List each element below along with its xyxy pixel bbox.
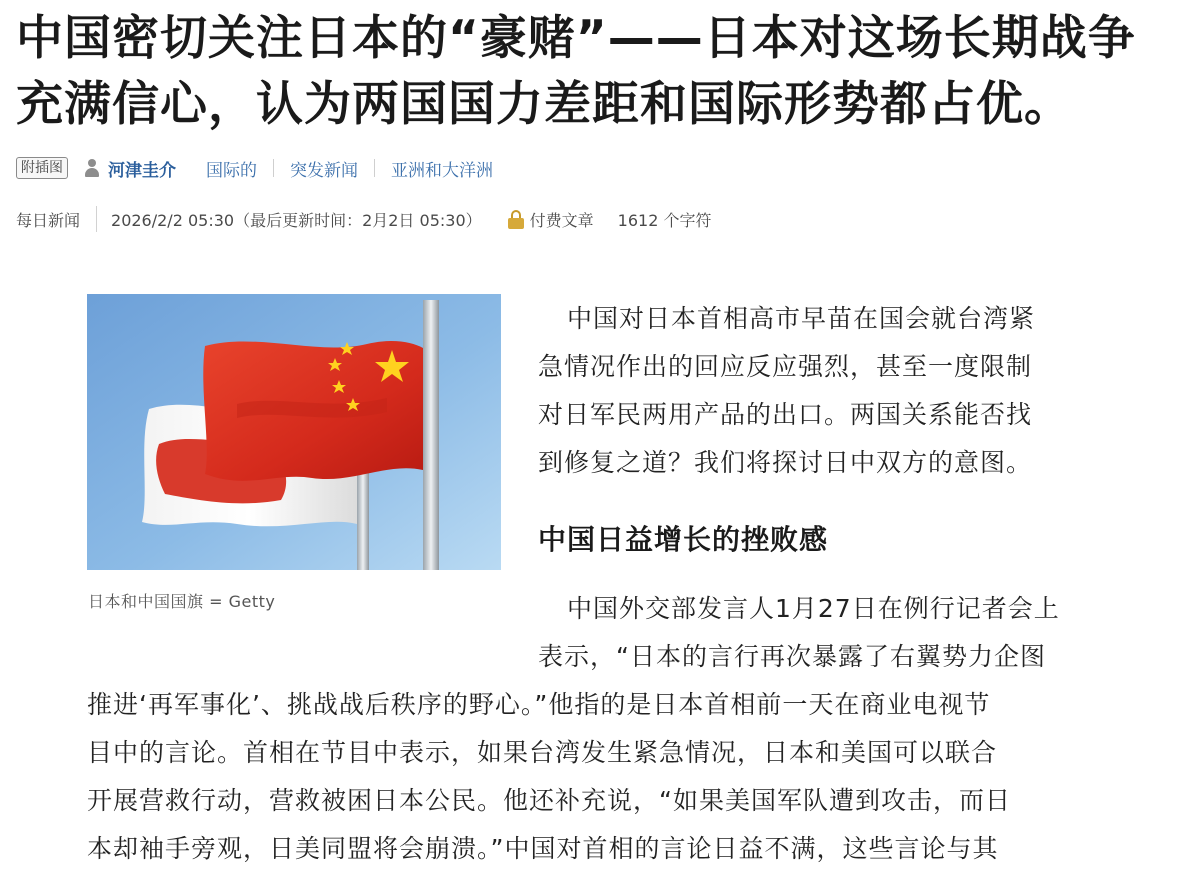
article-photo (87, 294, 501, 570)
category-divider (374, 159, 375, 177)
illustration-tag: 附插图 (16, 157, 68, 179)
tag-row (16, 155, 493, 181)
article-headline (16, 6, 1186, 138)
intro-paragraph (538, 295, 1078, 487)
text-line: 对日军民两用产品的出口。两国关系能否找 (538, 400, 1033, 429)
category-divider (273, 159, 274, 177)
text-line: 中国外交部发言人1月27日在例行记者会上 (567, 594, 1060, 623)
flags-illustration (87, 294, 501, 570)
section-heading: 中国日益增长的挫败感 (538, 523, 829, 556)
headline-line: 充满信心，认为两国国力差距和国际形势都占优。 (16, 77, 1072, 132)
headline-line: 中国密切关注日本的“豪赌”——日本对这场长期战争 (16, 11, 1136, 66)
author-name: 河津圭介 (108, 160, 176, 181)
text-line: 开展营救行动，营救被困日本公民。他还补充说，“如果美国军队遭到攻击，而日 (87, 786, 1011, 815)
text-line: 本却袖手旁观，日美同盟将会崩溃。”中国对首相的言论日益不满，这些言论与其 (87, 834, 999, 863)
word-count: 1612 个字符 (617, 210, 712, 230)
text-line: 目中的言论。首相在节目中表示，如果台湾发生紧急情况，日本和美国可以联合 (87, 738, 998, 767)
meta-row (16, 205, 711, 233)
meta-divider (96, 206, 97, 232)
body-paragraph-continued (87, 681, 1187, 873)
category-link-breaking-news[interactable]: 突发新闻 (290, 160, 358, 181)
text-line: 急情况作出的回应反应强烈，甚至一度限制 (538, 352, 1033, 381)
photo-caption: 日本和中国国旗 = Getty (88, 592, 276, 611)
paid-article-label: 付费文章 (529, 210, 594, 230)
person-icon (84, 159, 100, 177)
source-name: 每日新闻 (16, 210, 81, 230)
publish-timestamp: 2026/2/2 05:30（最后更新时间：2月2日 05:30） (111, 210, 482, 230)
lock-icon (508, 210, 524, 229)
category-link-asia-oceania[interactable]: 亚洲和大洋洲 (391, 160, 493, 181)
category-link-international[interactable]: 国际的 (206, 160, 257, 181)
text-line: 到修复之道？我们将探讨日中双方的意图。 (538, 448, 1033, 477)
author-link[interactable] (84, 156, 176, 181)
text-line: 表示，“日本的言行再次暴露了右翼势力企图 (538, 642, 1046, 671)
body-paragraph-start (538, 585, 1098, 681)
text-line: 推进‘再军事化’、挑战战后秩序的野心。”他指的是日本首相前一天在商业电视节 (87, 690, 991, 719)
text-line: 中国对日本首相高市早苗在国会就台湾紧 (567, 304, 1036, 333)
